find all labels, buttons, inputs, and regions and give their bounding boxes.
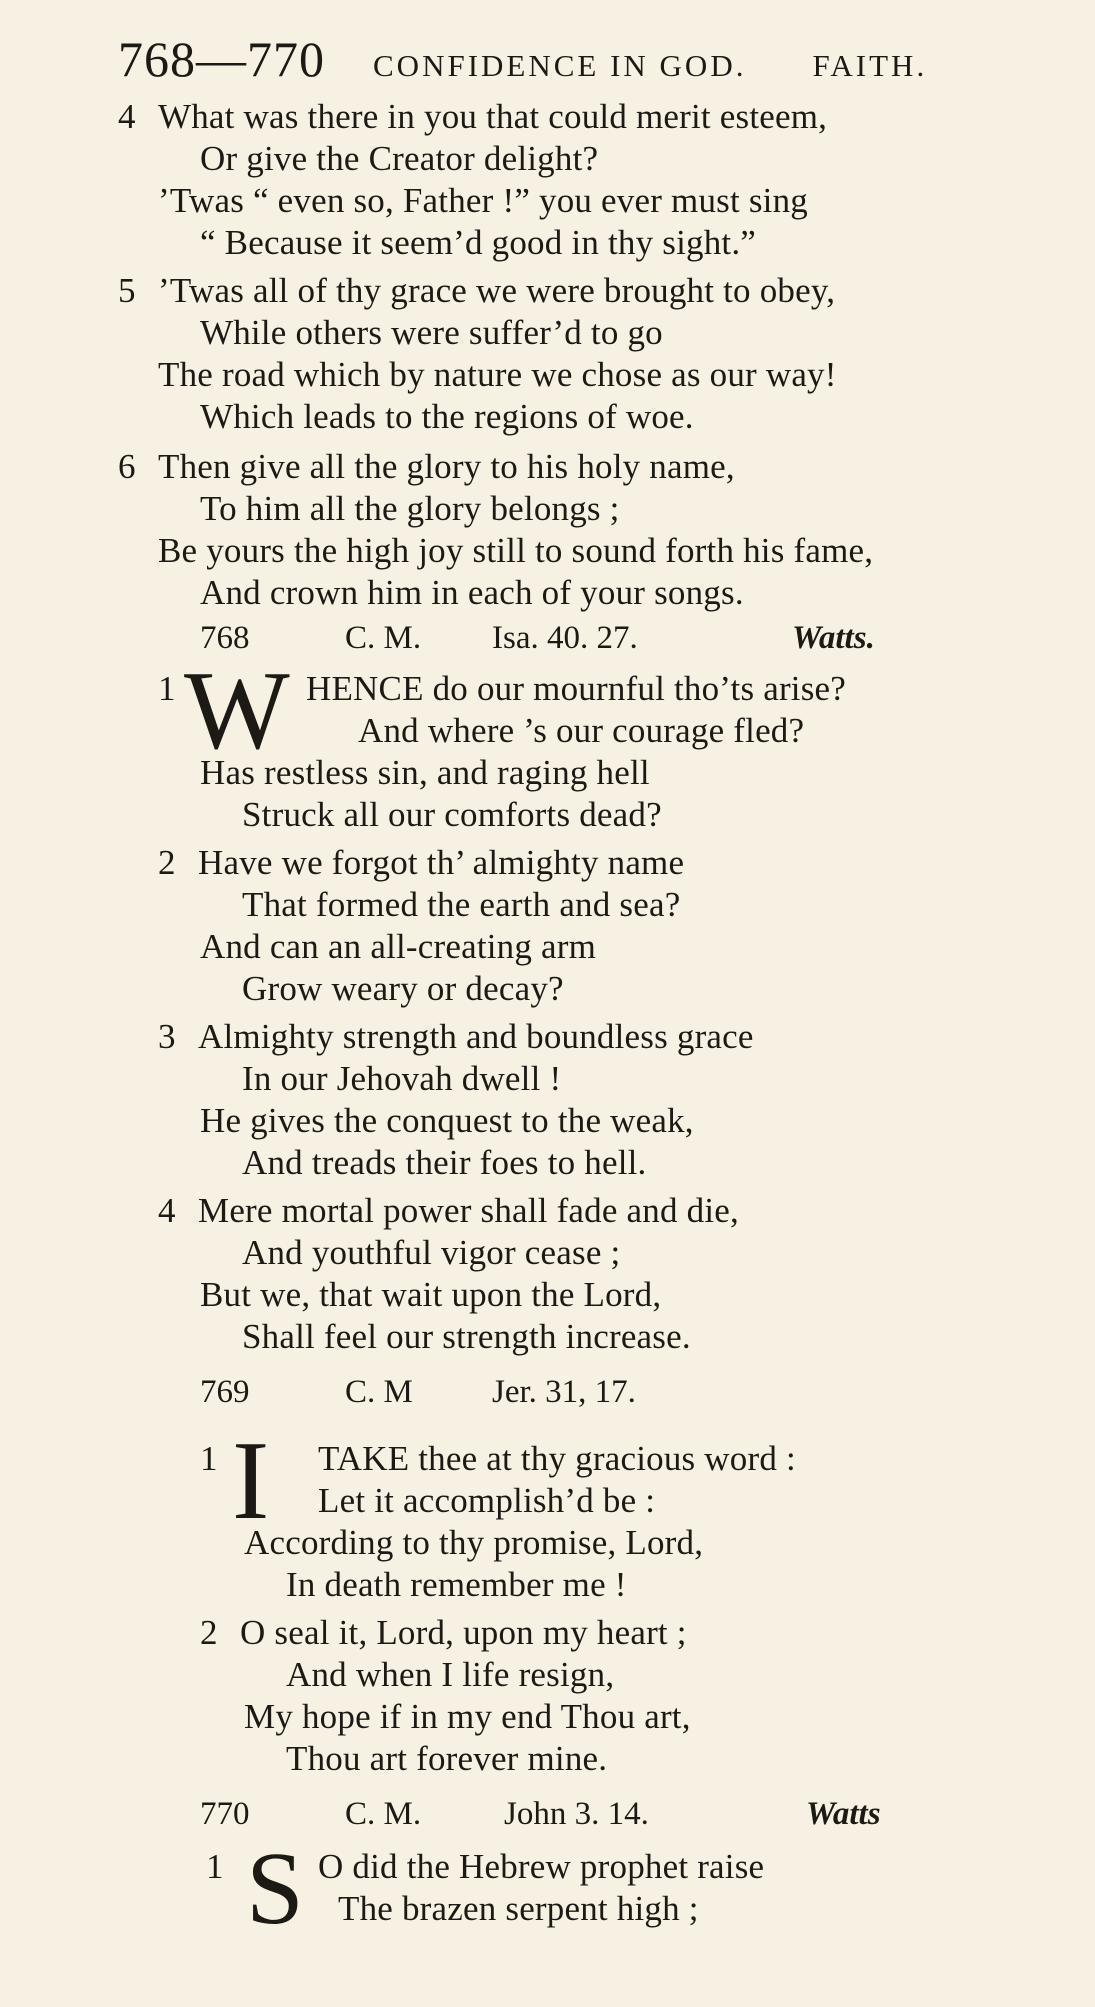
section-subject: FAITH. [812, 48, 928, 83]
hymn-number: 770 [200, 1796, 250, 1832]
hymn-heading [200, 618, 1000, 658]
verse-number: 5 [118, 271, 136, 310]
verse-line: The brazen serpent high ; [338, 1889, 699, 1928]
verse-line: In our Jehovah dwell ! [242, 1059, 562, 1098]
verse-number: 2 [158, 843, 176, 882]
drop-cap: W [184, 649, 288, 773]
verse-line: And can an all-creating arm [200, 927, 597, 966]
verse-line: ’Twas “ even so, Father !” you ever must sing [158, 181, 808, 220]
verse-number: 4 [118, 97, 136, 136]
verse-number: 1 [200, 1439, 218, 1478]
hymn-meter: C. M [345, 1374, 413, 1410]
verse-line: Has restless sin, and raging hell [200, 753, 650, 792]
drop-cap: S [246, 1831, 302, 1946]
verse-line: “ Because it seem’d good in thy sight.” [200, 223, 757, 262]
verse-number: 1 [158, 669, 176, 708]
verse-line: In death remember me ! [286, 1565, 627, 1604]
hymn-meter: C. M. [345, 620, 422, 656]
verse-line: 4 Mere mortal power shall fade and die, [158, 1191, 739, 1230]
page-range: 768—770 [118, 31, 325, 87]
hymn-author: Watts. [792, 620, 875, 656]
verse-line: But we, that wait upon the Lord, [200, 1275, 662, 1314]
verse-line: According to thy promise, Lord, [244, 1523, 704, 1562]
verse-number: 6 [118, 447, 136, 486]
verse-number: 4 [158, 1191, 176, 1230]
verse-line: That formed the earth and sea? [242, 885, 681, 924]
verse-number: 1 [206, 1847, 224, 1886]
hymn-number: 769 [200, 1374, 250, 1410]
running-header [118, 30, 1058, 90]
verse-line: Shall feel our strength increase. [242, 1317, 691, 1356]
hymn-scripture: John 3. 14. [504, 1796, 649, 1832]
verse-line: 4 What was there in you that could merit esteem, [118, 97, 828, 136]
verse-line: 2 Have we forgot th’ almighty name [158, 843, 685, 882]
verse-line: 6 Then give all the glory to his holy name, [118, 447, 735, 486]
verse-line: 2 O seal it, Lord, upon my heart ; [200, 1613, 687, 1652]
verse-line: And crown him in each of your songs. [200, 573, 744, 612]
verse-line: 5 ’Twas all of thy grace we were brought to obey, [118, 271, 836, 310]
verse-line: And youthful vigor cease ; [242, 1233, 621, 1272]
hymn-heading [200, 1372, 1000, 1412]
hymn-scripture: Jer. 31, 17. [492, 1374, 636, 1410]
verse-line: TAKE thee at thy gracious word : [318, 1439, 796, 1478]
hymn-scripture: Isa. 40. 27. [492, 620, 638, 656]
hymn-number: 768 [200, 620, 250, 656]
verse-line: Thou art forever mine. [286, 1739, 608, 1778]
verse-line: O did the Hebrew prophet raise [318, 1847, 765, 1886]
verse-line: Be yours the high joy still to sound forth his fame, [158, 531, 874, 570]
verse-line: Struck all our comforts dead? [242, 795, 662, 834]
hymn-meter: C. M. [345, 1796, 422, 1832]
verse-line: Or give the Creator delight? [200, 139, 599, 178]
verse-line: The road which by nature we chose as our way! [158, 355, 837, 394]
verse-line: Which leads to the regions of woe. [200, 397, 694, 436]
verse-line: And where ’s our courage fled? [358, 711, 805, 750]
verse-line: HENCE do our mournful tho’ts arise? [306, 669, 847, 708]
drop-cap: I [232, 1419, 268, 1543]
verse-line: He gives the conquest to the weak, [200, 1101, 694, 1140]
verse-line: Grow weary or decay? [242, 969, 564, 1008]
verse-line: To him all the glory belongs ; [200, 489, 620, 528]
hymn-heading [200, 1794, 1000, 1834]
verse-line: My hope if in my end Thou art, [244, 1697, 691, 1736]
verse-line: 3 Almighty strength and boundless grace [158, 1017, 754, 1056]
verse-line: And treads their foes to hell. [242, 1143, 647, 1182]
verse-number: 3 [158, 1017, 176, 1056]
section-title: CONFIDENCE IN GOD. [373, 48, 747, 83]
verse-number: 2 [200, 1613, 218, 1652]
verse-line: While others were suffer’d to go [200, 313, 663, 352]
verse-line: Let it accomplish’d be : [318, 1481, 656, 1520]
hymn-author: Watts [806, 1796, 881, 1832]
verse-line: And when I life resign, [286, 1655, 615, 1694]
